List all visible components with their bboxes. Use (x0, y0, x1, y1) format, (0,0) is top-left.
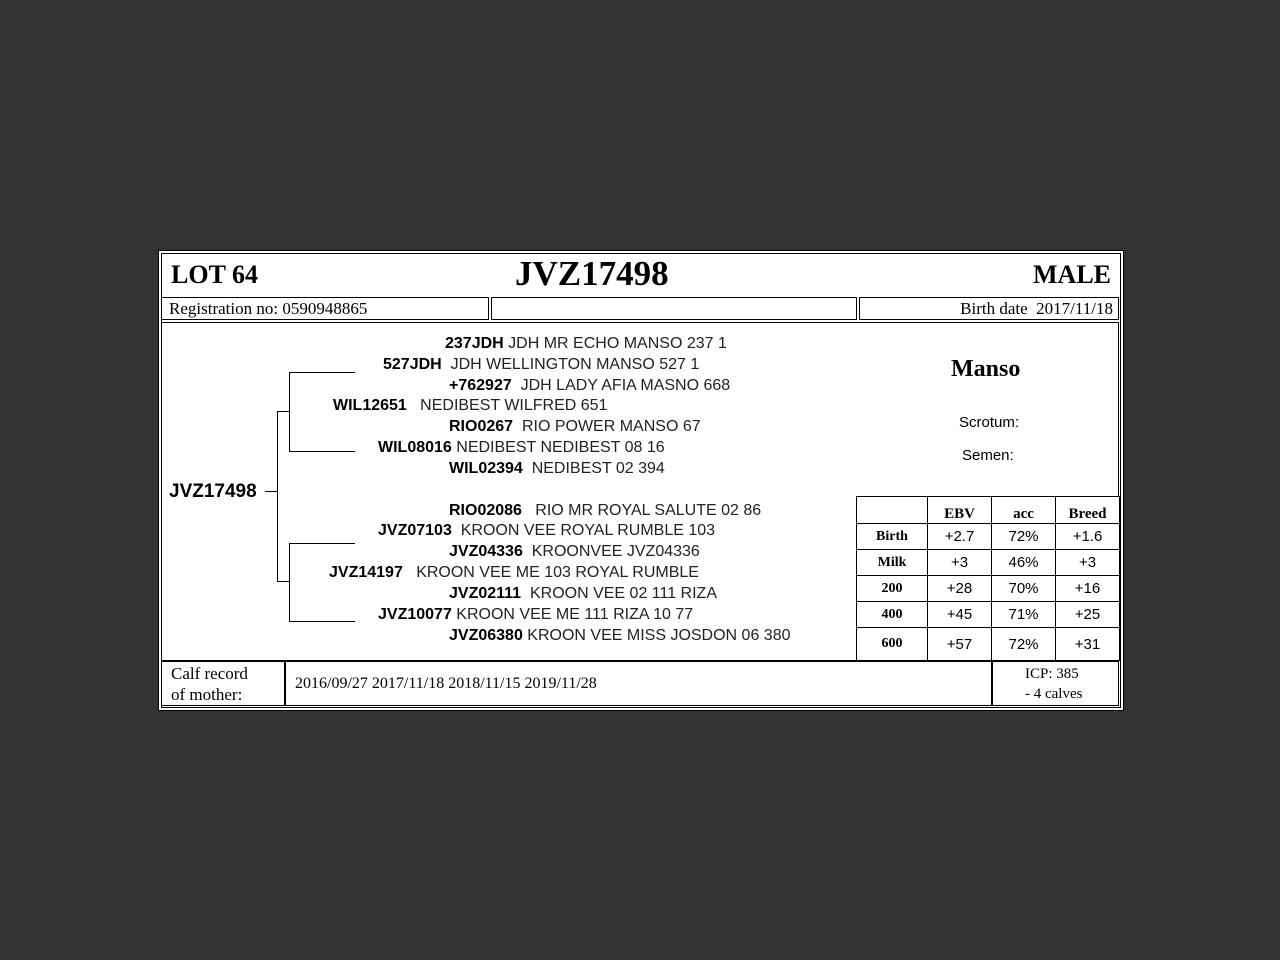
dam-dam-connector (289, 621, 355, 622)
pedigree-id: WIL08016 (378, 439, 452, 456)
pedigree-name: KROONVEE JVZ04336 (531, 543, 700, 560)
ebv-breed: +16 (1056, 576, 1120, 602)
ebv-acc: 72% (992, 524, 1056, 550)
ebv-header-acc: acc (992, 497, 1056, 524)
pedigree-name: NEDIBEST NEDIBEST 08 16 (456, 439, 665, 456)
ebv-value: +28 (928, 576, 992, 602)
pedigree-name: KROON VEE 02 111 RIZA (529, 585, 717, 602)
subject-id: JVZ17498 (169, 481, 257, 502)
pedigree-name: NEDIBEST WILFRED 651 (420, 397, 608, 414)
calf-record-label-line1: Calf record (171, 664, 248, 683)
pedigree-entry-sire (333, 397, 607, 415)
ebv-acc: 70% (992, 576, 1056, 602)
icp-value: ICP: 385 (1025, 666, 1079, 682)
pedigree-id: +762927 (449, 377, 512, 394)
ebv-row-label: Birth (857, 524, 928, 550)
sire-dam-connector (289, 451, 355, 452)
pedigree-id: RIO0267 (449, 418, 514, 435)
dam-connector (277, 581, 289, 582)
ebv-header-row (857, 497, 1120, 524)
ebv-breed: +25 (1056, 602, 1120, 628)
birth-date-value: 2017/11/18 (1036, 299, 1113, 318)
ebv-value: +2.7 (928, 524, 992, 550)
pedigree-entry-sire-sire (383, 356, 699, 374)
pedigree-name: KROON VEE ME 111 RIZA 10 77 (456, 606, 694, 623)
ebv-header-blank (857, 497, 928, 524)
pedigree-id: JVZ04336 (449, 543, 523, 560)
pedigree-id: JVZ06380 (449, 627, 523, 644)
scrotum-label: Scrotum: (959, 414, 1020, 431)
ebv-row-200 (857, 576, 1120, 602)
pedigree-id: WIL02394 (449, 460, 523, 477)
dam-sire-connector (289, 543, 355, 544)
pedigree-entry-dam-sire-sire (449, 502, 761, 520)
semen-label: Semen: (962, 447, 1014, 464)
birth-date (960, 299, 1113, 319)
pedigree-entry-sire-sire-dam (449, 377, 730, 395)
ebv-acc: 71% (992, 602, 1056, 628)
pedigree-entry-sire-dam (378, 439, 665, 457)
pedigree-id: RIO02086 (449, 502, 522, 519)
ebv-row-birth (857, 524, 1120, 550)
sire-bracket (289, 372, 290, 451)
ebv-value: +3 (928, 550, 992, 576)
ebv-value: +45 (928, 602, 992, 628)
parents-bracket (277, 411, 278, 581)
pedigree-name: JDH MR ECHO MANSO 237 1 (508, 335, 727, 352)
ebv-breed: +3 (1056, 550, 1120, 576)
pedigree-name: JDH LADY AFIA MASNO 668 (520, 377, 731, 394)
breed-name: Manso (951, 356, 1021, 382)
animal-sex: MALE (1033, 260, 1111, 289)
pedigree-id: 237JDH (445, 335, 504, 352)
registration-number: Registration no: 0590948865 (169, 299, 368, 318)
pedigree-id: WIL12651 (333, 397, 407, 414)
ebv-row-label: 600 (857, 628, 928, 661)
pedigree-entry-dam-dam (378, 606, 693, 624)
calf-count: - 4 calves (1025, 686, 1083, 702)
sire-connector (277, 411, 289, 412)
subject-connector (265, 491, 277, 492)
ebv-breed: +31 (1056, 628, 1120, 661)
pedigree-id: JVZ14197 (329, 564, 403, 581)
pedigree-id: JVZ02111 (449, 585, 522, 602)
ebv-table (856, 496, 1120, 661)
calf-record-label-line2: of mother: (171, 685, 243, 704)
ebv-row-600 (857, 628, 1120, 661)
pedigree-name: NEDIBEST 02 394 (531, 460, 665, 477)
ebv-row-400 (857, 602, 1120, 628)
ebv-acc: 72% (992, 628, 1056, 661)
pedigree-entry-dam-sire-dam (449, 543, 700, 561)
pedigree-entry-sire-dam-sire (449, 418, 701, 436)
birth-date-label: Birth date (960, 299, 1028, 318)
ebv-value: +57 (928, 628, 992, 661)
pedigree-entry-dam-sire (378, 522, 715, 540)
pedigree-entry-sire-dam-dam (449, 460, 665, 478)
lot-number: LOT 64 (171, 260, 258, 289)
lot-sheet (158, 250, 1124, 711)
pedigree-name: KROON VEE ME 103 ROYAL RUMBLE (416, 564, 699, 581)
ebv-header-ebv: EBV (928, 497, 992, 524)
ebv-breed: +1.6 (1056, 524, 1120, 550)
ebv-row-milk (857, 550, 1120, 576)
pedigree-name: JDH WELLINGTON MANSO 527 1 (450, 356, 700, 373)
pedigree-entry-dam-dam-dam (449, 627, 791, 645)
ebv-row-label: Milk (857, 550, 928, 576)
pedigree-id: JVZ07103 (378, 522, 452, 539)
pedigree-name: RIO MR ROYAL SALUTE 02 86 (535, 502, 762, 519)
blank-box (491, 297, 857, 320)
animal-id-title: JVZ17498 (515, 254, 669, 293)
pedigree-name: KROON VEE ROYAL RUMBLE 103 (460, 522, 716, 539)
ebv-header-breed: Breed (1056, 497, 1120, 524)
pedigree-name: KROON VEE MISS JOSDON 06 380 (527, 627, 791, 644)
ebv-row-label: 200 (857, 576, 928, 602)
dam-bracket (289, 543, 290, 621)
pedigree-name: RIO POWER MANSO 67 (521, 418, 701, 435)
pedigree-entry-dam (329, 564, 699, 582)
pedigree-entry-dam-dam-sire (449, 585, 717, 603)
calf-record-dates: 2016/09/27 2017/11/18 2018/11/15 2019/11/28 (295, 675, 597, 692)
sire-sire-connector (289, 372, 355, 373)
pedigree-id: 527JDH (383, 356, 442, 373)
ebv-row-label: 400 (857, 602, 928, 628)
pedigree-id: JVZ10077 (378, 606, 452, 623)
ebv-acc: 46% (992, 550, 1056, 576)
pedigree-entry-sire-sire-sire (445, 335, 727, 353)
